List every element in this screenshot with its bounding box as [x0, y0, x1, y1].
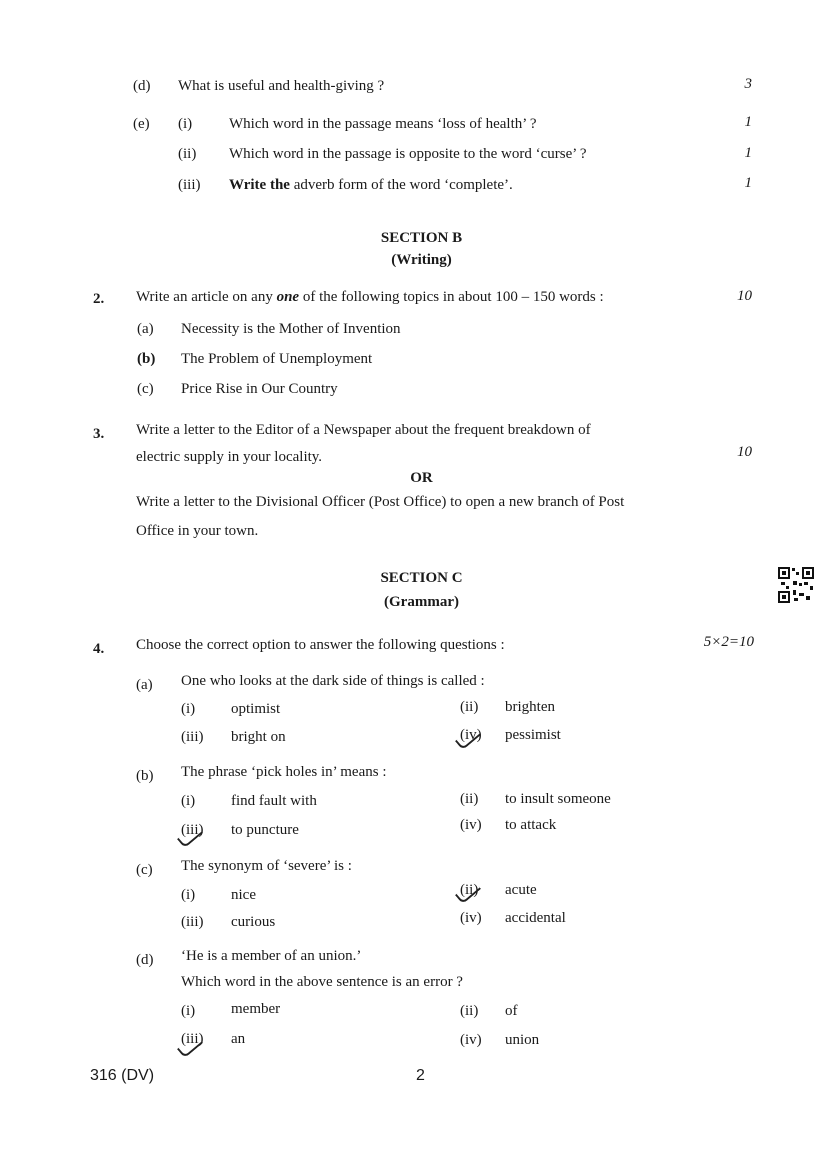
q4a-opt1-text: optimist — [231, 701, 281, 717]
q4c-opt4-label: (iv) — [460, 910, 482, 926]
q1e-i-label: (i) — [178, 116, 193, 132]
q4c-opt3-label: (iii) — [181, 914, 204, 930]
q4a-opt3-text: bright on — [231, 729, 286, 745]
q4c-opt3-text: curious — [231, 914, 276, 930]
q4d-opt4-text: union — [505, 1032, 540, 1048]
q2-text-em: one — [276, 289, 300, 305]
q2-a-text: Necessity is the Mother of Invention — [181, 321, 401, 337]
q4a-label: (a) — [136, 677, 153, 693]
q4a-opt1-label: (i) — [181, 701, 196, 717]
q3-alt-line1: Write a letter to the Divisional Officer (Post Office) to open a new branch of Post — [136, 494, 625, 510]
q3-or: OR — [410, 470, 433, 486]
q1d-text: What is useful and health-giving ? — [178, 78, 385, 94]
q3-line2: electric supply in your locality. — [136, 449, 323, 465]
q2-c-text: Price Rise in Our Country — [181, 381, 338, 397]
q4c-label: (c) — [136, 862, 153, 878]
q4d-opt2-label: (ii) — [460, 1003, 479, 1019]
q4d-question2: Which word in the above sentence is an error ? — [181, 974, 463, 990]
q4b-opt4-text: to attack — [505, 817, 557, 833]
q1e-iii-bold: Write the — [229, 177, 290, 193]
section-c-title: SECTION C — [380, 570, 463, 586]
q2-a-label: (a) — [137, 321, 154, 337]
q2-text-pre: Write an article on any — [136, 289, 277, 305]
q3-line1: Write a letter to the Editor of a Newspaper about the frequent breakdown of — [136, 422, 591, 438]
q1d-label: (d) — [133, 78, 151, 94]
q1e-i-marks: 1 — [744, 114, 752, 130]
q1e-label: (e) — [133, 116, 150, 132]
q1e-iii-text — [229, 177, 513, 194]
q1e-iii-rest: adverb form of the word ‘complete’. — [289, 177, 513, 193]
q4b-opt3-text: to puncture — [231, 822, 299, 838]
q4b-opt1-text: find fault with — [231, 793, 317, 809]
q4c-opt1-text: nice — [231, 887, 256, 903]
q4-number: 4. — [93, 641, 105, 657]
q4b-question: The phrase ‘pick holes in’ means : — [181, 764, 387, 780]
q4c-opt1-label: (i) — [181, 887, 196, 903]
q2-number: 2. — [93, 291, 105, 307]
q2-text-post: of the following topics in about 100 – 150 words : — [299, 289, 604, 305]
section-b-title: SECTION B — [380, 230, 463, 246]
q4d-label: (d) — [136, 952, 154, 968]
q4a-opt4-text: pessimist — [505, 727, 561, 743]
q2-text — [136, 289, 604, 306]
q4a-question: One who looks at the dark side of things is called : — [181, 673, 485, 689]
q4-marks: 5×2=10 — [703, 634, 754, 650]
q4c-opt2-label: (ii) — [460, 882, 479, 898]
q4c-opt4-text: accidental — [505, 910, 566, 926]
q4d-question: ‘He is a member of an union.’ — [181, 948, 362, 964]
q1d-marks: 3 — [744, 76, 752, 92]
q1e-ii-marks: 1 — [744, 145, 752, 161]
q4d-opt2-text: of — [505, 1003, 518, 1019]
q1e-ii-text: Which word in the passage is opposite to the word ‘curse’ ? — [229, 146, 587, 162]
section-b-subtitle: (Writing) — [391, 252, 452, 268]
section-c-subtitle: (Grammar) — [384, 594, 459, 610]
q3-number: 3. — [93, 426, 105, 442]
page-number: 2 — [416, 1067, 425, 1084]
q2-c-label: (c) — [137, 381, 154, 397]
q4d-opt3-label: (iii) — [181, 1031, 204, 1047]
q1e-ii-label: (ii) — [178, 146, 197, 162]
q4b-opt2-text: to insult someone — [505, 791, 611, 807]
q4b-label: (b) — [136, 768, 154, 784]
q4c-question: The synonym of ‘severe’ is : — [181, 858, 352, 874]
q4d-opt4-label: (iv) — [460, 1032, 482, 1048]
q1e-iii-marks: 1 — [744, 175, 752, 191]
q4d-opt1-label: (i) — [181, 1003, 196, 1019]
q3-alt-line2: Office in your town. — [136, 523, 259, 539]
q1e-iii-label: (iii) — [178, 177, 201, 193]
q4b-opt1-label: (i) — [181, 793, 196, 809]
q4d-opt1-text: member — [231, 1001, 281, 1017]
q4b-opt2-label: (ii) — [460, 791, 479, 807]
q4b-opt4-label: (iv) — [460, 817, 482, 833]
q4b-opt3-label: (iii) — [181, 822, 204, 838]
q3-marks: 10 — [737, 444, 752, 460]
q4d-opt3-text: an — [231, 1031, 246, 1047]
q2-marks: 10 — [737, 288, 752, 304]
q4-text: Choose the correct option to answer the following questions : — [136, 637, 505, 653]
q4a-opt4-label: (iv) — [460, 727, 482, 743]
tick-mark-icon — [455, 726, 481, 751]
q2-b-label: (b) — [137, 351, 156, 367]
q2-b-text: The Problem of Unemployment — [181, 351, 373, 367]
q4c-opt2-text: acute — [505, 882, 537, 898]
q1e-i-text: Which word in the passage means ‘loss of health’ ? — [229, 116, 537, 132]
q4a-opt2-text: brighten — [505, 699, 555, 715]
tick-mark-icon — [455, 880, 481, 905]
paper-code: 316 (DV) — [90, 1067, 155, 1084]
q4a-opt3-label: (iii) — [181, 729, 204, 745]
q4a-opt2-label: (ii) — [460, 699, 479, 715]
